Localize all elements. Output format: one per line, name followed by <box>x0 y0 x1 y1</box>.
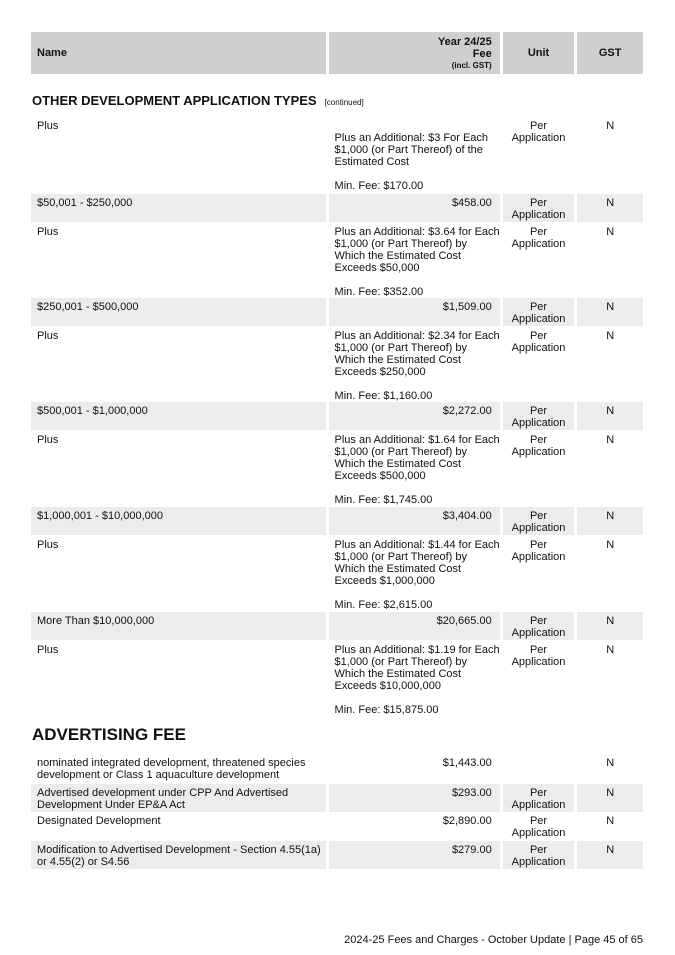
row-unit: Per Application <box>503 612 575 640</box>
row-gst: N <box>577 784 643 812</box>
table-row <box>31 536 643 611</box>
row-gst: N <box>577 841 643 869</box>
table-row <box>31 117 643 193</box>
row-fee: $20,665.00 <box>329 612 500 640</box>
row-gst: N <box>606 815 615 827</box>
row-unit: Per Application <box>503 402 575 430</box>
header-unit: Unit <box>503 32 575 74</box>
row-fee <box>329 223 500 297</box>
row-fee: $458.00 <box>329 194 500 222</box>
table-row <box>31 507 643 535</box>
row-fee-text: Plus an Additional: $3 For Each $1,000 (or Part Thereof) of the Estimated Cost <box>334 132 489 168</box>
row-fee: $293.00 <box>329 784 500 812</box>
row-name: $500,001 - $1,000,000 <box>31 402 326 430</box>
row-gst: N <box>577 507 643 535</box>
row-fee-text: Plus an Additional: $3.64 for Each $1,000 (or Part Thereof) by Which the Estimated Cost Exceeds $50,000 <box>334 226 500 274</box>
row-unit: Per Application <box>503 298 575 326</box>
row-min-fee: Min. Fee: $15,875.00 <box>334 704 439 716</box>
table-row <box>31 612 643 640</box>
section-title-text: OTHER DEVELOPMENT APPLICATION TYPES <box>32 93 317 108</box>
row-fee: $1,509.00 <box>329 298 500 326</box>
row-fee: $2,272.00 <box>329 402 500 430</box>
row-fee: $3,404.00 <box>329 507 500 535</box>
row-unit: Per Application <box>511 644 566 668</box>
row-unit: Per Application <box>511 120 566 144</box>
row-name: Plus <box>37 120 59 132</box>
row-fee-text: Plus an Additional: $2.34 for Each $1,000 (or Part Thereof) by Which the Estimated Cost Exceeds $250,000 <box>334 330 500 378</box>
header-fee-year: Year 24/25 <box>437 36 492 48</box>
row-unit: Per Application <box>503 784 575 812</box>
row-gst: N <box>577 612 643 640</box>
row-fee <box>329 536 500 611</box>
row-fee-text: Plus an Additional: $1.64 for Each $1,000 (or Part Thereof) by Which the Estimated Cost Exceeds $500,000 <box>334 434 500 482</box>
page-footer: 2024-25 Fees and Charges - October Update | Page 45 of 65 <box>344 934 643 946</box>
row-gst: N <box>606 120 615 132</box>
row-gst: N <box>606 644 615 656</box>
row-gst: N <box>606 434 615 446</box>
header-name: Name <box>31 32 326 74</box>
header-gst: GST <box>577 32 643 74</box>
section-title-other-development <box>32 95 364 109</box>
row-fee <box>329 327 500 401</box>
row-name: Advertised development under CPP And Advertised Development Under EP&A Act <box>31 784 326 812</box>
row-gst: N <box>606 226 615 238</box>
row-unit: Per Application <box>511 539 566 563</box>
row-fee-text: Plus an Additional: $1.19 for Each $1,000 (or Part Thereof) by Which the Estimated Cost Exceeds $10,000,000 <box>334 644 500 692</box>
table-row <box>31 327 643 401</box>
row-name: $250,001 - $500,000 <box>31 298 326 326</box>
row-gst: N <box>577 402 643 430</box>
row-fee <box>329 431 500 506</box>
table-row <box>31 641 643 717</box>
table-row <box>31 754 643 783</box>
row-name: More Than $10,000,000 <box>31 612 326 640</box>
row-fee <box>329 641 500 717</box>
header-fee-incl: (incl. GST) <box>451 61 492 70</box>
row-min-fee: Min. Fee: $170.00 <box>334 180 424 192</box>
row-min-fee: Min. Fee: $352.00 <box>334 286 424 298</box>
row-unit: Per Application <box>511 330 566 354</box>
table-row <box>31 784 643 812</box>
row-fee: $279.00 <box>329 841 500 869</box>
table-row <box>31 298 643 326</box>
table-row <box>31 431 643 506</box>
row-fee-text: Plus an Additional: $1.44 for Each $1,000 (or Part Thereof) by Which the Estimated Cost Exceeds $1,000,000 <box>334 539 500 587</box>
row-name: Designated Development <box>37 815 161 827</box>
table-row <box>31 812 643 840</box>
row-gst: N <box>577 194 643 222</box>
row-name: Plus <box>37 539 59 551</box>
row-gst: N <box>606 330 615 342</box>
row-min-fee: Min. Fee: $1,745.00 <box>334 494 433 506</box>
row-min-fee: Min. Fee: $1,160.00 <box>334 390 433 402</box>
row-unit: Per Application <box>511 434 566 458</box>
row-fee: $1,443.00 <box>442 757 492 769</box>
row-name: nominated integrated development, threatened species development or Class 1 aquaculture development <box>37 757 306 781</box>
row-gst: N <box>606 757 615 769</box>
header-fee-label: Fee <box>472 48 492 60</box>
table-row <box>31 194 643 222</box>
row-fee <box>329 117 500 193</box>
row-unit <box>503 754 575 783</box>
row-gst: N <box>606 539 615 551</box>
table-header <box>31 32 643 74</box>
row-name: $1,000,001 - $10,000,000 <box>31 507 326 535</box>
row-name: Plus <box>37 330 59 342</box>
row-unit: Per Application <box>511 226 566 250</box>
section-title-advertising-fee: ADVERTISING FEE <box>32 725 186 744</box>
row-gst: N <box>577 298 643 326</box>
row-name: $50,001 - $250,000 <box>31 194 326 222</box>
table-row <box>31 402 643 430</box>
row-name: Plus <box>37 644 59 656</box>
row-fee: $2,890.00 <box>442 815 492 827</box>
header-fee <box>329 32 500 74</box>
row-unit: Per Application <box>503 194 575 222</box>
row-unit: Per Application <box>503 507 575 535</box>
table-row <box>31 223 643 297</box>
row-unit: Per Application <box>503 841 575 869</box>
row-name: Modification to Advertised Development - Section 4.55(1a) or 4.55(2) or S4.56 <box>31 841 326 869</box>
row-name: Plus <box>37 434 59 446</box>
row-min-fee: Min. Fee: $2,615.00 <box>334 599 433 611</box>
continued-label: [continued] <box>324 98 364 107</box>
row-unit: Per Application <box>511 815 566 839</box>
table-row <box>31 841 643 869</box>
row-name: Plus <box>37 226 59 238</box>
